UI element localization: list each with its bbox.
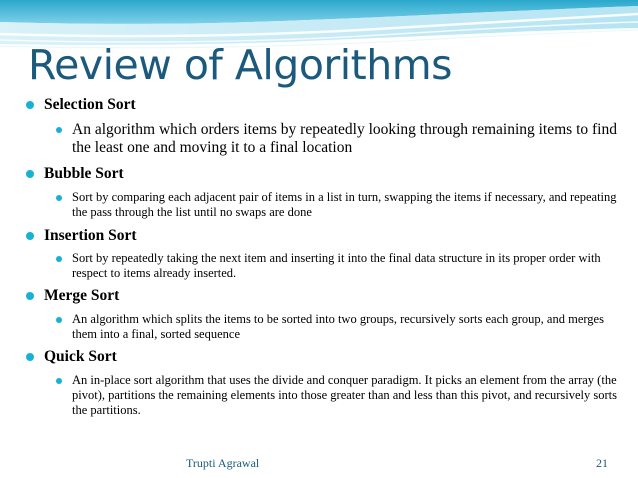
bullet-icon bbox=[56, 195, 62, 201]
section-detail-text: An in-place sort algorithm that uses the divide and conquer paradigm. It picks an element from the array (the pivot), partitions the remaining elements into those greater than and less than this pivot, and recursively sorts the partitions. bbox=[72, 373, 618, 417]
section-heading-bubble-sort bbox=[44, 165, 124, 183]
section-heading-insertion-sort bbox=[44, 227, 137, 245]
section-detail-bubble-sort bbox=[72, 190, 620, 220]
footer-page-number: 21 bbox=[596, 456, 608, 470]
bullet-icon bbox=[26, 170, 34, 178]
section-detail-selection-sort bbox=[72, 121, 620, 157]
section-heading-selection-sort bbox=[44, 96, 136, 114]
section-heading-merge-sort bbox=[44, 287, 119, 305]
section-heading-label: Merge Sort bbox=[44, 287, 120, 304]
bullet-icon bbox=[56, 256, 62, 262]
bullet-icon bbox=[26, 232, 34, 240]
slide-title: Review of Algorithms bbox=[28, 41, 453, 89]
section-detail-quick-sort bbox=[72, 373, 620, 418]
bullet-icon bbox=[26, 101, 34, 109]
section-heading-label: Bubble Sort bbox=[44, 165, 124, 182]
bullet-icon bbox=[56, 317, 62, 323]
bullet-icon bbox=[56, 127, 62, 133]
section-detail-text: An algorithm which orders items by repeatedly looking through remaining items to find the least one and moving it to a final location bbox=[72, 121, 617, 156]
section-heading-label: Quick Sort bbox=[44, 348, 117, 365]
bullet-icon bbox=[26, 292, 34, 300]
section-heading-label: Selection Sort bbox=[44, 96, 136, 113]
section-detail-text: Sort by repeatedly taking the next item and inserting it into the final data structure in its proper order with respect to items already inserted. bbox=[72, 251, 601, 280]
section-detail-text: An algorithm which splits the items to be sorted into two groups, recursively sorts each group, and merges them into a final, sorted sequence bbox=[72, 312, 604, 341]
bullet-icon bbox=[56, 378, 62, 384]
bullet-icon bbox=[26, 353, 34, 361]
section-heading-label: Insertion Sort bbox=[44, 227, 137, 244]
section-detail-text: Sort by comparing each adjacent pair of items in a list in turn, swapping the items if necessary, and repeating the pass through the list until no swaps are done bbox=[72, 190, 617, 219]
section-heading-quick-sort bbox=[44, 348, 117, 366]
section-detail-merge-sort bbox=[72, 312, 620, 342]
section-detail-insertion-sort bbox=[72, 251, 620, 281]
footer-author: Trupti Agrawal bbox=[186, 456, 260, 470]
